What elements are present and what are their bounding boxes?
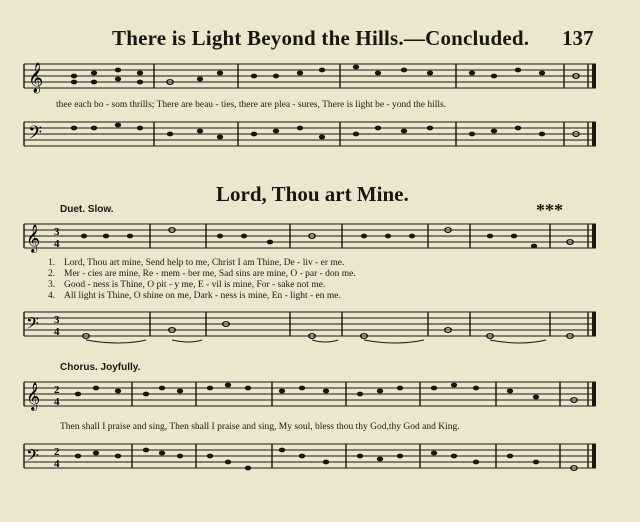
verse-line: [48, 269, 584, 279]
page-number: 137: [562, 26, 594, 50]
system-1-bass-staff: [20, 116, 600, 156]
verse-text: Lord, Thou art mine, Send help to me, Christ I am Thine, De - liv - er me.: [64, 258, 345, 268]
verse-number: 4.: [48, 291, 56, 301]
svg-text:4: 4: [54, 238, 60, 250]
treble-clef-icon: 𝄞: [26, 224, 41, 252]
system-2-bass-staff: [20, 306, 600, 346]
system-3-bass-staff: [20, 436, 600, 480]
time-signature-icon: 3: [54, 226, 60, 238]
system-2-treble-staff: [20, 218, 600, 256]
staff-lines: [20, 376, 600, 414]
system-1-treble-staff: [20, 60, 600, 96]
svg-text:4: 4: [54, 458, 60, 470]
svg-text:2: 2: [54, 446, 60, 458]
tempo-marking-duet: Duet. Slow.: [60, 204, 114, 215]
treble-clef-icon: 𝄞: [26, 382, 41, 410]
svg-text:2: 2: [54, 384, 60, 396]
staff-lines: [20, 116, 600, 156]
verse-number: 1.: [48, 258, 56, 268]
bass-clef-icon: 𝄢: [28, 123, 43, 148]
svg-text:4: 4: [54, 396, 60, 408]
system-3-treble-staff: [20, 376, 600, 414]
bass-clef-icon: 𝄢: [26, 313, 39, 337]
svg-text:3: 3: [54, 314, 60, 326]
svg-text:4: 4: [54, 326, 60, 338]
running-title: There is Light Beyond the Hills.—Concluded.: [112, 26, 530, 50]
verse-line: [48, 280, 584, 290]
verse-text: Mer - cies are mine, Re - mem - ber me, Sad sins are mine, O - par - don me.: [64, 269, 356, 279]
staff-lines: [20, 218, 600, 256]
tempo-marking-chorus: Chorus. Joyfully.: [60, 362, 141, 373]
verse-number: 3.: [48, 280, 56, 290]
verse-line: [48, 291, 584, 301]
verse-number: 2.: [48, 269, 56, 279]
bass-clef-icon: 𝄢: [26, 445, 39, 469]
verse-text: All light is Thine, O shine on me, Dark - ness is mine, En - light - en me.: [64, 291, 341, 301]
treble-clef-icon: 𝄞: [28, 63, 44, 93]
fermata-icon: ***: [536, 200, 563, 220]
staff-lines: [20, 60, 600, 96]
staff-lines: [20, 306, 600, 346]
verse-text: Good - ness is Thine, O pit - y me, E - vil is mine, For - sake not me.: [64, 280, 326, 290]
verse-line: [48, 258, 584, 268]
hymn-title: Lord, Thou art Mine.: [216, 182, 409, 206]
chorus-lyric-line: Then shall I praise and sing, Then shall I praise and sing, My soul, bless thou thy God,thy God and King.: [60, 422, 460, 432]
staff-lines: [20, 436, 600, 480]
top-lyric-line: thee each bo - som thrills; There are beau - ties, there are plea - sures, There is light be - yond the hills.: [56, 100, 447, 110]
